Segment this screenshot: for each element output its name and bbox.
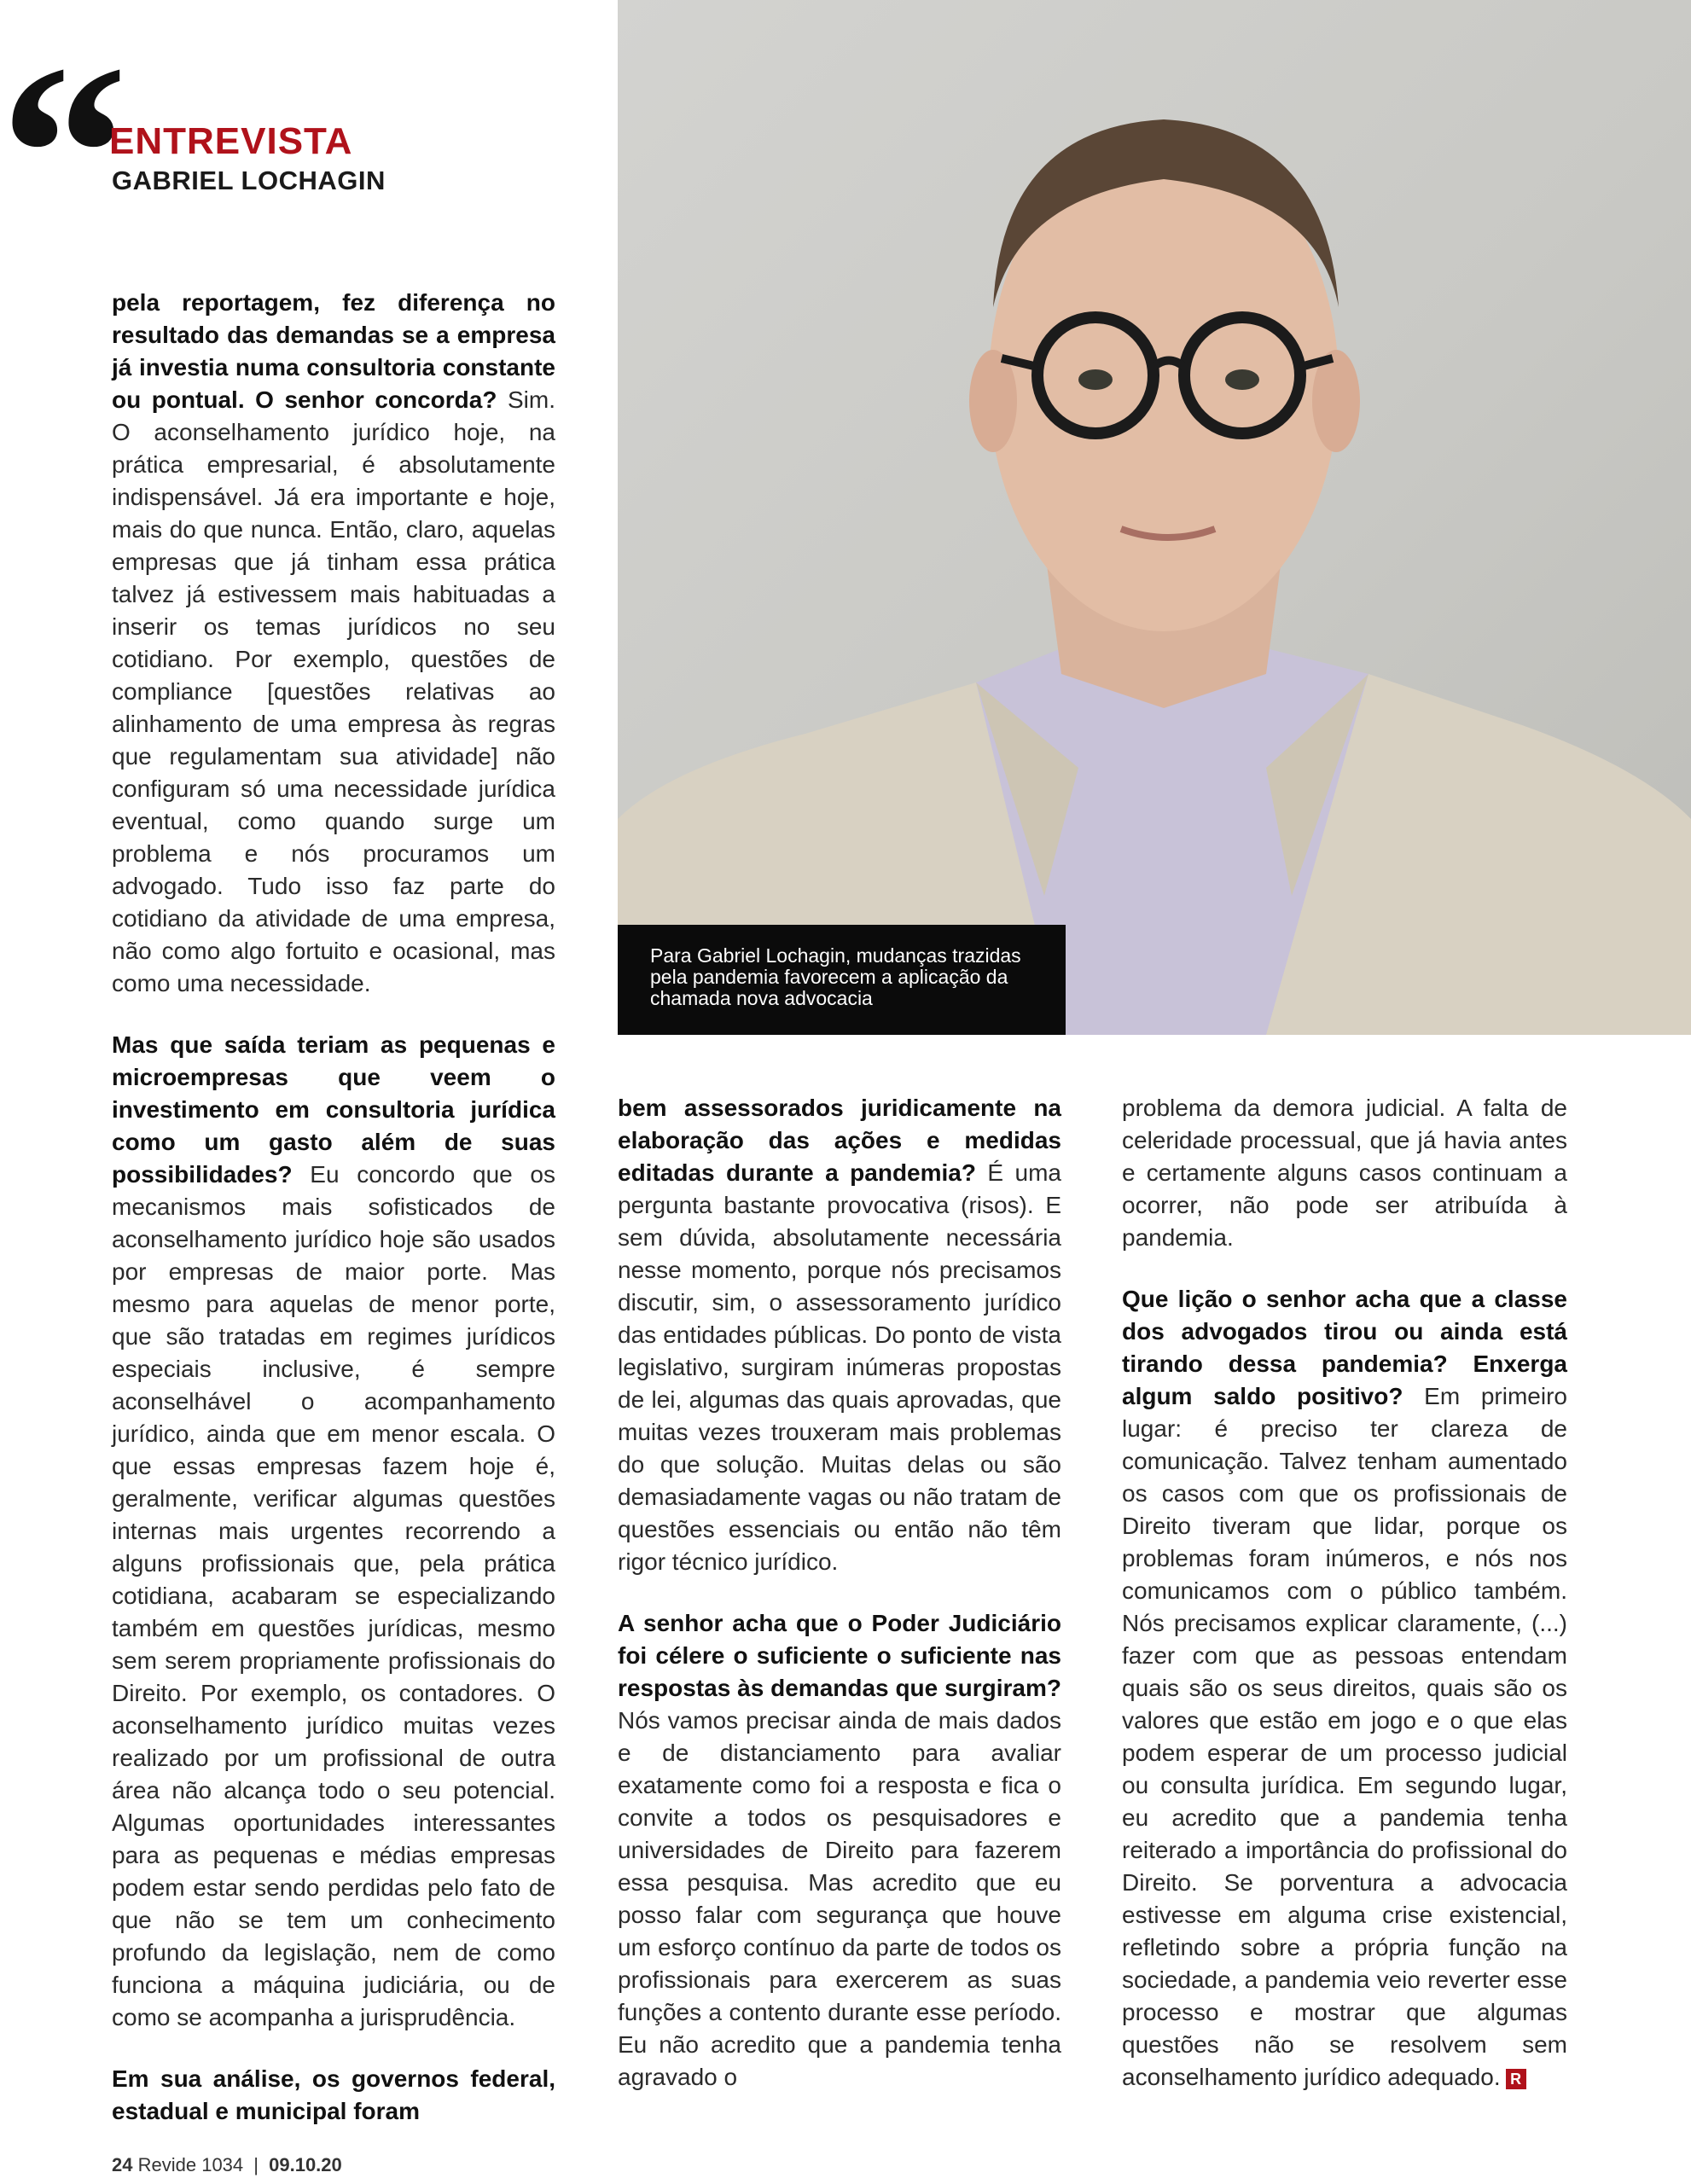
paragraph <box>112 2063 555 2128</box>
article-column-3 <box>1122 1092 1567 2094</box>
page-number: 24 <box>112 2154 133 2175</box>
interview-question: Que lição o senhor acha que a classe dos advogados tirou ou ainda está tirando dessa pandemia? Enxerga algum saldo positivo? <box>1122 1286 1567 1409</box>
paragraph <box>1122 1283 1567 2094</box>
magazine-issue: Revide 1034 <box>137 2154 244 2175</box>
end-of-article-icon: R <box>1506 2069 1526 2089</box>
footer-separator: | <box>253 2154 259 2175</box>
interview-answer: problema da demora judicial. A falta de celeridade processual, que já havia antes e certamente alguns casos continuam a ocorrer, não pode ser atribuída à pandemia. <box>1122 1095 1567 1251</box>
interview-question: pela reportagem, fez diferença no resultado das demandas se a empresa já investia numa consultoria constante ou pontual. O senhor concorda? <box>112 289 555 413</box>
photo-caption: Para Gabriel Lochagin, mudanças trazidas pela pandemia favorecem a aplicação da chamada nova advocacia <box>618 925 1066 1035</box>
interview-answer: É uma pergunta bastante provocativa (risos). E sem dúvida, absolutamente necessária nesse momento, porque nós precisamos discutir, sim, o assessoramento jurídico das entidades públicas. Do ponto de vista legislativo, surgiram inúmeras propostas de lei, algumas das quais aprovadas, que muitas vezes trouxeram mais problemas do que solução. Muitas delas ou são demasiadamente vagas ou não tratam de questões essenciais ou então não têm rigor técnico jurídico. <box>618 1159 1062 1575</box>
article-column-2 <box>618 1092 1061 2094</box>
interview-question: Mas que saída teriam as pequenas e microempresas que veem o investimento em consultoria jurídica como um gasto além de suas possibilidades? <box>112 1031 555 1188</box>
portrait-illustration <box>618 0 1691 1035</box>
paragraph <box>618 1607 1061 2094</box>
page-footer <box>112 2154 342 2176</box>
article-column-1 <box>112 287 555 2128</box>
interview-answer: Em primeiro lugar: é preciso ter clareza de comunicação. Talvez tenham aumentado os casos com que os profissionais de Direito tiveram que lidar, porque os problemas foram inúmeros, e nós nos comunicamos com o público também. Nós precisamos explicar claramente, (...) fazer com que as pessoas entendam quais são os seus direitos, quais são os valores que estão em jogo e o que elas podem esperar de um processo judicial ou consulta jurídica. Em segundo lugar, eu acredito que a pandemia tenha reiterado a importância do profissional do Direito. Se porventura a advocacia estivesse em alguma crise existencial, refletindo sobre a própria função na sociedade, a pandemia veio reverter esse processo e mostrar que algumas questões não se resolvem sem aconselhamento jurídico adequado. <box>1122 1383 1567 2090</box>
paragraph <box>112 287 555 1000</box>
interview-question: A senhor acha que o Poder Judiciário foi célere o suficiente o suficiente nas respostas às demandas que surgiram? <box>618 1610 1061 1701</box>
interview-answer: Nós vamos precisar ainda de mais dados e de distanciamento para avaliar exatamente como foi a resposta e fica o convite a todos os pesquisadores e universidades de Direito para fazerem essa pesquisa. Mas acredito que eu posso falar com segurança que houve um esforço contínuo da parte de todos os profissionais para exercerem as suas funções a contento durante esse período. Eu não acredito que a pandemia tenha agravado o <box>618 1707 1061 2090</box>
interview-question: Em sua análise, os governos federal, estadual e municipal foram <box>112 2065 555 2124</box>
interview-answer: Sim. O aconselhamento jurídico hoje, na prática empresarial, é absolutamente indispensável. Já era importante e hoje, mais do que nunca. Então, claro, aquelas empresas que já tinham essa prática talvez já estivessem mais habituadas a inserir os temas jurídicos no seu cotidiano. Por exemplo, questões de compliance [questões relativas ao alinhamento de uma empresa às regras que regulamentam sua atividade] não configuram só uma necessidade jurídica eventual, como quando surge um problema e nós procuramos um advogado. Tudo isso faz parte do cotidiano da atividade de uma empresa, não como algo fortuito e ocasional, mas como uma necessidade. <box>112 386 555 996</box>
section-kicker: ENTREVISTA <box>109 120 353 162</box>
portrait-photo <box>618 0 1691 1035</box>
paragraph <box>1122 1092 1567 1254</box>
paragraph <box>112 1029 555 2034</box>
quote-mark: “ <box>0 12 128 295</box>
issue-date: 09.10.20 <box>269 2154 342 2175</box>
paragraph <box>618 1092 1061 1578</box>
interview-question: bem assessorados juridicamente na elaboração das ações e medidas editadas durante a pandemia? <box>618 1095 1061 1186</box>
interview-answer: Eu concordo que os mecanismos mais sofisticados de aconselhamento jurídico hoje são usados por empresas de maior porte. Mas mesmo para aquelas de menor porte, que são tratadas em regimes jurídicos especiais inclusive, é sempre aconselhável o acompanhamento jurídico, ainda que em menor escala. O que essas empresas fazem hoje é, geralmente, verificar algumas questões internas mais urgentes recorrendo a alguns profissionais que, pela prática cotidiana, acabaram se especializando também em questões jurídicas, mesmo sem serem propriamente profissionais do Direito. Por exemplo, os contadores. O aconselhamento jurídico muitas vezes realizado por um profissional de outra área não alcança todo o seu potencial. Algumas oportunidades interessantes para as pequenas e médias empresas podem estar sendo perdidas pelo fato de que não se tem um conhecimento profundo da legislação, nem de como funciona a máquina judiciária, ou de como se acompanha a jurisprudência. <box>112 1161 555 2030</box>
interviewee-name: GABRIEL LOCHAGIN <box>112 166 386 195</box>
